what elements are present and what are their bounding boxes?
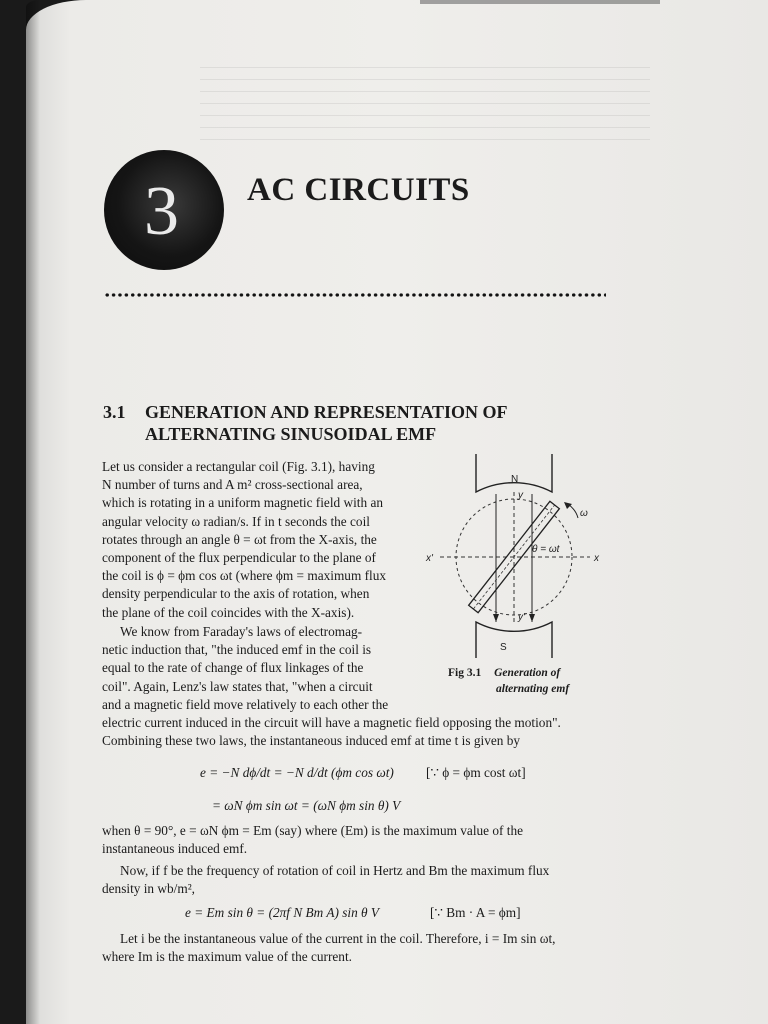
section-title-line1: GENERATION AND REPRESENTATION OF	[145, 402, 508, 422]
section-title-line2: ALTERNATING SINUSOIDAL EMF	[145, 424, 437, 444]
north-pole-piece	[476, 454, 552, 492]
text-line: and a magnetic field move relatively to each other the	[102, 696, 389, 712]
label-omega: ω	[580, 508, 588, 519]
text-line: Let i be the instantaneous value of the current in the coil. Therefore, i = Im sin ωt,	[120, 931, 556, 946]
flux-arrow-icon	[493, 614, 499, 622]
dotted-divider	[104, 292, 606, 298]
equation-emf-result: = ωN ϕm sin ωt = (ωN ϕm sin θ) V	[212, 798, 401, 813]
text-line: electric current induced in the circuit will have a magnetic field opposing the motion".	[102, 715, 561, 731]
text-line: We know from Faraday's laws of electromag-	[120, 624, 363, 639]
figure-caption	[448, 666, 560, 681]
text-line: N number of turns and A m² cross-sectional area,	[102, 477, 363, 493]
text-line: when θ = 90°, e = ωN ϕm = Em (say) where (Em) is the maximum value of the	[102, 823, 524, 838]
text-line: the plane of the coil coincides with the X-axis).	[102, 604, 355, 620]
text-line: instantaneous induced emf.	[102, 841, 248, 857]
chapter-title: AC CIRCUITS	[247, 172, 470, 208]
equation-note-flux: [∵ ϕ = ϕm cost ωt]	[426, 765, 526, 780]
equation-note-bm: [∵ Bm · A = ϕm]	[430, 905, 521, 920]
text-line: component of the flux perpendicular to the plane of	[102, 550, 376, 566]
text-line: where Im is the maximum value of the current.	[102, 949, 352, 965]
text-line: which is rotating in a uniform magnetic field with an	[102, 495, 384, 511]
label-x-prime: x'	[426, 553, 433, 564]
label-theta: θ = ωt	[532, 544, 560, 555]
chapter-number: 3	[144, 173, 179, 250]
page-binding-shadow	[26, 0, 40, 1024]
rotation-arrow-icon	[564, 502, 572, 509]
equation-emf-frequency: e = Em sin θ = (2πf N Bm A) sin θ V	[185, 905, 380, 920]
text-line: density perpendicular to the axis of rotation, when	[102, 586, 370, 602]
text-line: Combining these two laws, the instantaneous induced emf at time t is given by	[102, 733, 521, 749]
text-line: netic induction that, "the induced emf in the coil is	[102, 642, 372, 658]
figure-generator-diagram	[418, 452, 614, 662]
top-edge-mark	[420, 0, 660, 4]
figure-caption-line1: Generation of	[494, 667, 561, 679]
label-x: x	[594, 553, 599, 564]
paragraph-frequency	[102, 862, 612, 898]
figure-caption-line2: alternating emf	[496, 683, 570, 695]
text-line: rotates through an angle θ = ωt from the X-axis, the	[102, 531, 377, 547]
text-line: the coil is ϕ = ϕm cos ωt (where ϕm = maximum flux	[102, 568, 387, 584]
show-through-text	[200, 60, 650, 140]
text-line: equal to the rate of change of flux linkages of the	[102, 660, 364, 676]
text-line: Let us consider a rectangular coil (Fig. 3.1), having	[102, 459, 375, 474]
label-y-prime: y'	[518, 612, 525, 623]
paragraph-maximum	[102, 822, 612, 858]
text-line: coil". Again, Lenz's law states that, "when a circuit	[102, 678, 373, 694]
text-line: angular velocity ω radian/s. If in t seconds the coil	[102, 513, 370, 529]
text-line: density in wb/m²,	[102, 881, 196, 897]
figure-caption-cont	[496, 682, 569, 697]
paragraph-intro	[102, 458, 410, 622]
flux-arrow-icon	[529, 614, 535, 622]
label-y: y	[518, 490, 523, 501]
paragraph-current	[102, 930, 612, 966]
figure-caption-label: Fig 3.1	[448, 667, 482, 679]
text-line: Now, if f be the frequency of rotation of coil in Hertz and Bm the maximum flux	[120, 863, 550, 878]
label-north: N	[511, 474, 519, 485]
south-pole-piece	[476, 622, 552, 658]
equation-emf-derivative: e = −N dϕ/dt = −N d/dt (ϕm cos ωt)	[200, 765, 394, 780]
label-south: S	[500, 642, 507, 653]
section-number: 3.1	[103, 402, 126, 422]
